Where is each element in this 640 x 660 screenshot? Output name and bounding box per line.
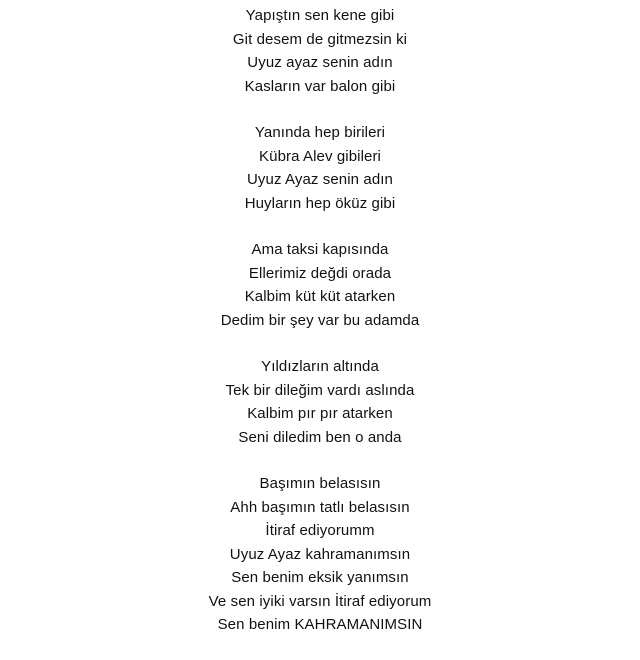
poem-line: Tek bir dileğim vardı aslında <box>225 381 415 399</box>
poem-line: Huyların hep öküz gibi <box>244 194 396 212</box>
poem-line: Kalbim küt küt atarken <box>244 288 396 305</box>
stanza-1 <box>0 4 640 98</box>
poem-line: Uyuz ayaz senin adın <box>247 54 393 71</box>
poem-line: İtiraf ediyorumm <box>265 522 375 539</box>
poem-line: Yıldızların altında <box>261 358 379 375</box>
stanza-2 <box>0 121 640 215</box>
poem-line: Kübra Alev gibileri <box>259 147 381 165</box>
poem-line: Uyuz Ayaz senin adın <box>247 171 393 188</box>
poem-line: Ve sen iyiki varsın İtiraf ediyorum <box>208 592 432 610</box>
stanza-4 <box>0 355 640 449</box>
poem-line: Başımın belasısın <box>259 475 381 492</box>
poem-line: Seni diledim ben o anda <box>238 428 402 446</box>
poem-text <box>0 4 640 660</box>
poem-line: Sen benim KAHRAMANIMSIN <box>217 616 423 633</box>
poem-line: Dedim bir şey var bu adamda <box>220 311 420 329</box>
poem-line: Ahh başımın tatlı belasısın <box>230 498 410 516</box>
stanza-3 <box>0 238 640 332</box>
poem-line: Git desem de gitmezsin ki <box>232 30 408 48</box>
poem-line: Ama taksi kapısında <box>251 241 389 258</box>
poem-line: Ellerimiz değdi orada <box>248 264 392 282</box>
stanza-5 <box>0 472 640 637</box>
poem-line: Yapıştın sen kene gibi <box>245 7 395 24</box>
poem-line: Kalbim pır pır atarken <box>247 405 393 422</box>
poem-line: Uyuz Ayaz kahramanımsın <box>229 545 411 563</box>
poem-line: Kasların var balon gibi <box>244 77 396 95</box>
poem-line: Sen benim eksik yanımsın <box>231 569 409 586</box>
poem-line: Yanında hep birileri <box>254 124 386 141</box>
